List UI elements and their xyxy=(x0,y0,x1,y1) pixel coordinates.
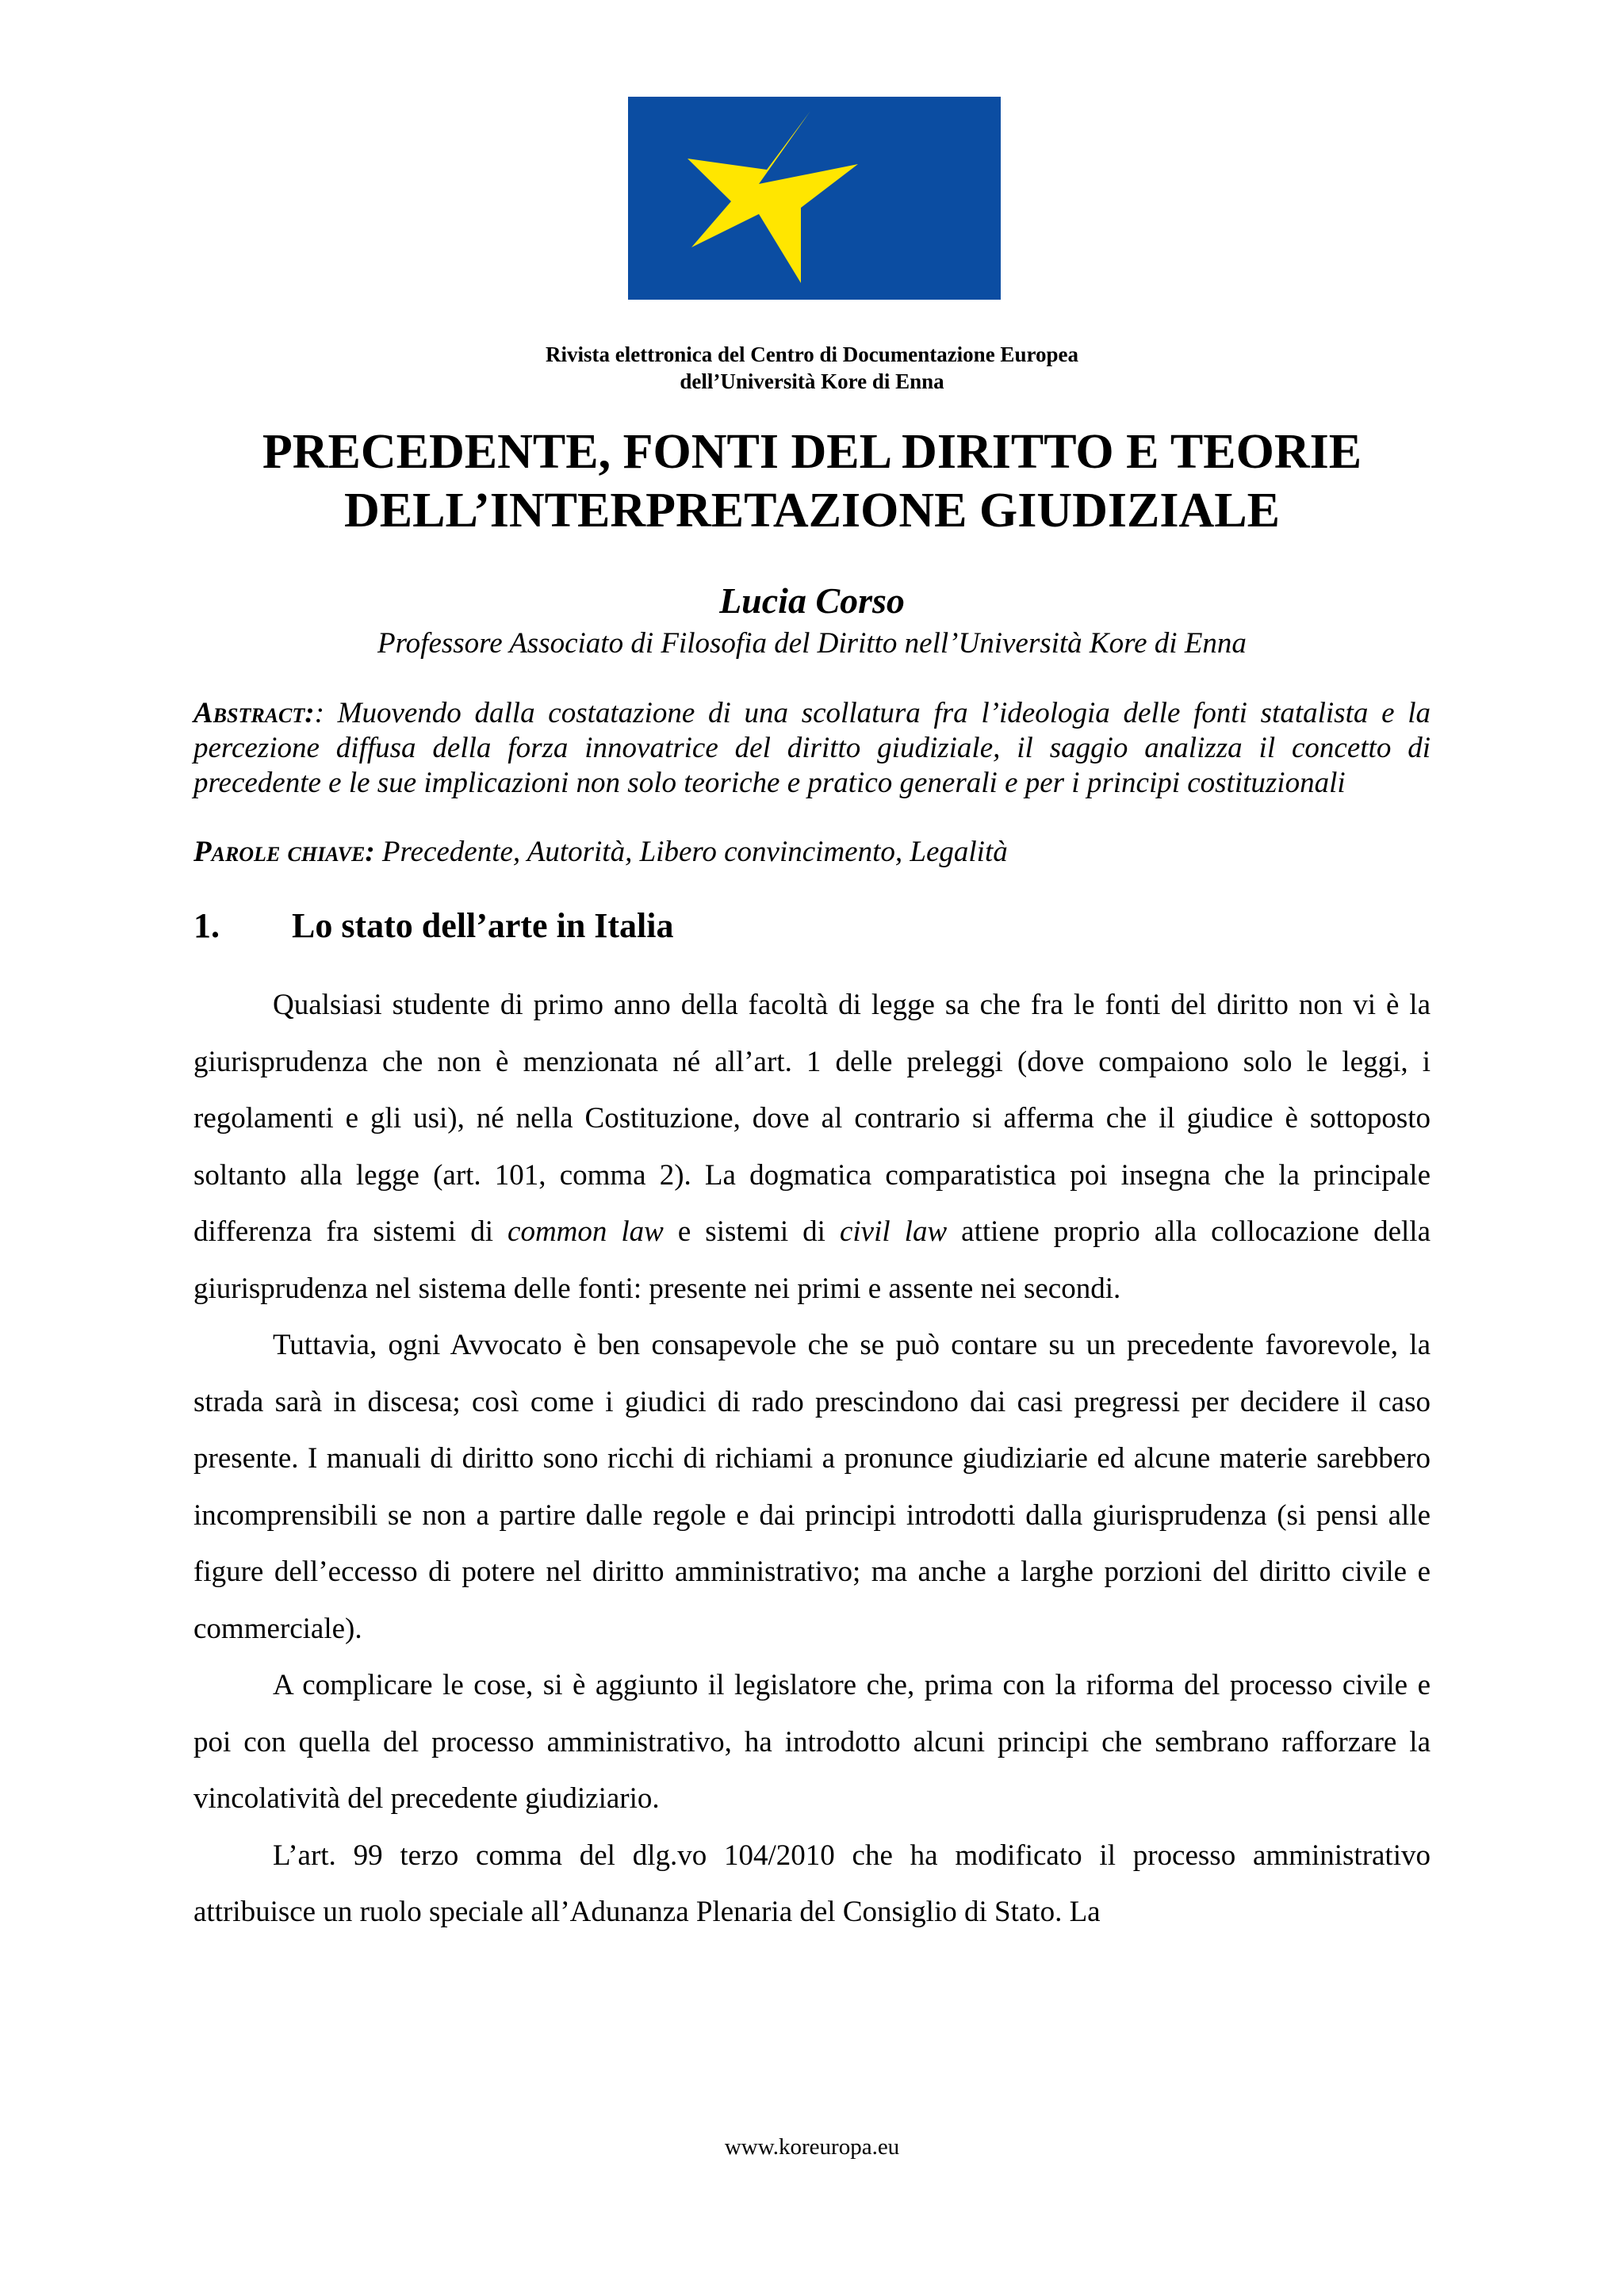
section-number: 1. xyxy=(193,906,220,945)
logo-background xyxy=(628,97,1001,300)
paragraph-3: A complicare le cose, si è aggiunto il legislatore che, prima con la riforma del processo civile e poi con quella del processo amministrativo, ha introdotto alcuni principi che sembrano rafforzare la vincolatività del precedente giudiziario. xyxy=(193,1669,1431,1815)
paragraph-2: Tuttavia, ogni Avvocato è ben consapevole che se può contare su un precedente favorevole, la strada sarà in discesa; così come i giudici di rado prescindono dai casi pregressi per decidere il caso presente. I manuali di diritto sono ricchi di richiami a pronunce giudiziarie ed alcune materie sarebbero incomprensibili se non a partire dalle regole e dai principi introdotti dalla giurisprudenza (si pensi alle figure dell’eccesso di potere nel diritto amministrativo; ma anche a larghe porzioni del diritto civile e commerciale). xyxy=(193,1329,1431,1645)
article-title-line-2: DELL’INTERPRETAZIONE GIUDIZIALE xyxy=(343,484,1281,538)
section-heading xyxy=(193,904,674,948)
paragraph-1 xyxy=(193,977,1431,1317)
keywords-text: Precedente, Autorità, Libero convincimento, Legalità xyxy=(374,836,1008,868)
journal-affiliation: dell’Università Kore di Enna xyxy=(680,369,944,393)
european-star-logo xyxy=(628,97,1001,300)
abstract-label: Abstract: xyxy=(193,697,315,729)
term-civil-law: civil law xyxy=(839,1215,948,1248)
abstract xyxy=(193,696,1431,801)
keywords xyxy=(193,835,1431,870)
author-affiliation: Professore Associato di Filosofia del Diritto nell’Università Kore di Enna xyxy=(377,627,1247,660)
article-title-line-1: PRECEDENTE, FONTI DEL DIRITTO E TEORIE xyxy=(262,425,1362,479)
author-name: Lucia Corso xyxy=(719,580,905,621)
paragraph-1-text-c: attiene proprio alla collocazione della giurisprudenza nel sistema delle fonti: presente nei primi e assente nei secondi. xyxy=(193,1215,1431,1305)
journal-name: Rivista elettronica del Centro di Documentazione Europea xyxy=(546,342,1078,366)
abstract-text: : Muovendo dalla costatazione di una scollatura fra l’ideologia delle fonti statalista e la percezione diffusa della forza innovatrice del diritto giudiziale, il saggio analizza il concetto di precedente e le sue implicazioni non solo teoriche e pratico generali e per i principi costituzionali xyxy=(193,697,1431,799)
paragraph-1-text-b: e sistemi di xyxy=(663,1215,840,1248)
footer-url[interactable]: www.koreuropa.eu xyxy=(724,2134,900,2160)
keywords-label: Parole chiave: xyxy=(193,836,375,868)
body-text xyxy=(193,977,1431,1941)
paragraph-1-text-a: Qualsiasi studente di primo anno della facoltà di legge sa che fra le fonti del diritto non vi è la giurisprudenza che non è menzionata né all’art. 1 delle preleggi (dove compaiono solo le leggi, i regolamenti e gli usi), né nella Costituzione, dove al contrario si afferma che il giudice è sottoposto soltanto alla legge (art. 101, comma 2). La dogmatica comparatistica poi insegna che la principale differenza fra sistemi di xyxy=(193,989,1431,1248)
term-common-law: common law xyxy=(508,1215,664,1248)
paragraph-4: L’art. 99 terzo comma del dlg.vo 104/2010 che ha modificato il processo amministrativo attribuisce un ruolo speciale all’Adunanza Plenaria del Consiglio di Stato. La xyxy=(193,1839,1431,1928)
section-title: Lo stato dell’arte in Italia xyxy=(292,906,674,945)
